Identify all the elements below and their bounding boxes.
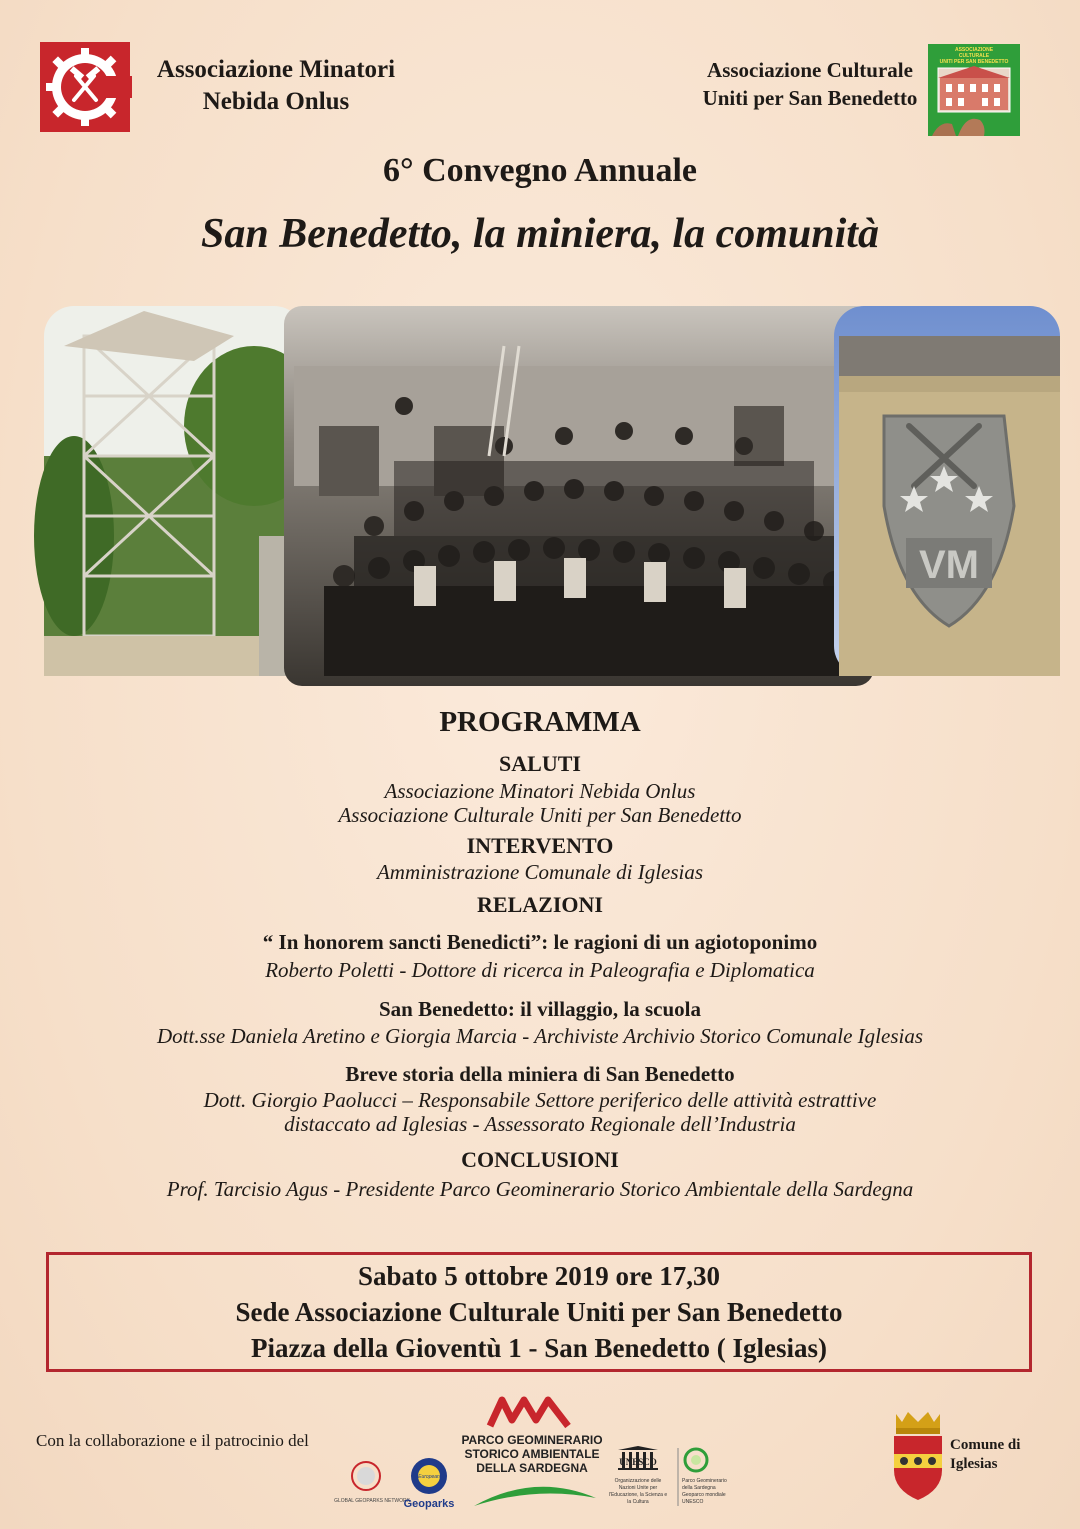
unesco-caption-4: la Cultura [627, 1499, 649, 1505]
emblem-letters: VM [919, 543, 979, 587]
logo-right-caption-2: CULTURALE [958, 53, 990, 59]
uniti-san-benedetto-logo [928, 44, 1020, 136]
unesco-caption-1: Organizzazione delle [614, 1478, 662, 1484]
talk1-speaker: Roberto Poletti - Dottore di ricerca in Paleografia e Diplomatica [265, 958, 815, 982]
ggn-label: GLOBAL GEOPARKS NETWORK [334, 1498, 410, 1504]
parco-swoosh [470, 1478, 600, 1512]
collaboration-text: Con la collaborazione e il patrocinio del [36, 1431, 309, 1450]
event-title: San Benedetto, la miniera, la comunità [201, 211, 879, 257]
parco-line-1: PARCO GEOMINERARIO [461, 1433, 603, 1447]
parco-caption-2: della Sardegna [682, 1485, 716, 1491]
saluti-heading: SALUTI [499, 751, 581, 776]
parco-line-2: STORICO AMBIENTALE [464, 1447, 600, 1461]
org-right-line1: Associazione Culturale [707, 58, 913, 82]
global-geoparks-network-logo [334, 1460, 410, 1506]
geoparco-mondiale-logo [676, 1446, 746, 1514]
conclusioni-heading: CONCLUSIONI [461, 1147, 619, 1172]
parco-geominerario-logo-mark [486, 1394, 572, 1430]
event-address: Piazza della Gioventù 1 - San Benedetto ( Iglesias) [251, 1333, 827, 1363]
minatori-nebida-logo [40, 42, 130, 132]
event-venue: Sede Associazione Culturale Uniti per San Benedetto [235, 1297, 843, 1327]
unesco-label: UNESCO [619, 1457, 657, 1467]
comune-line2: Iglesias [950, 1456, 998, 1472]
org-right-name [690, 56, 930, 112]
org-left-line2: Nebida Onlus [202, 88, 350, 115]
org-left-name [136, 54, 416, 118]
talk2-title: San Benedetto: il villaggio, la scuola [378, 997, 701, 1021]
comune-line1: Comune di [950, 1437, 1021, 1453]
intervento-line-1: Amministrazione Comunale di Iglesias [376, 860, 704, 884]
comune-iglesias-crest [890, 1410, 946, 1502]
parco-caption-4: UNESCO [682, 1499, 704, 1505]
unesco-logo [600, 1446, 678, 1514]
european-geoparks-logo [402, 1454, 456, 1512]
emblem-photo [834, 306, 1060, 676]
intervento-heading: INTERVENTO [466, 833, 614, 858]
edition-heading: 6° Convegno Annuale [382, 152, 697, 189]
event-date: Sabato 5 ottobre 2019 ore 17,30 [358, 1261, 720, 1291]
historic-group-photo [284, 306, 874, 686]
event-details-box [46, 1252, 1032, 1372]
geoparks-label: Geoparks [403, 1498, 455, 1510]
european-label: European [418, 1474, 440, 1480]
parco-caption-3: Geoparco mondiale [682, 1492, 726, 1498]
talk3-title: Breve storia della miniera di San Benedetto [345, 1062, 735, 1086]
unesco-caption-2: Nazioni Unite per [618, 1485, 658, 1491]
conclusioni-line-1: Prof. Tarcisio Agus - Presidente Parco Geominerario Storico Ambientale della Sardegna [166, 1177, 914, 1201]
talk3-speaker-1: Dott. Giorgio Paolucci – Responsabile Settore periferico delle attività estrattive [203, 1088, 877, 1112]
org-left-line1: Associazione Minatori [156, 56, 396, 83]
saluti-line-2: Associazione Culturale Uniti per San Benedetto [338, 803, 742, 827]
comune-iglesias-label [950, 1436, 1020, 1474]
logo-right-caption-3: UNITI PER SAN BENEDETTO [939, 59, 1009, 65]
headframe-photo [34, 306, 324, 676]
talk1-title: “ In honorem sancti Benedicti”: le ragioni di un agiotoponimo [262, 930, 818, 954]
talk2-speaker: Dott.sse Daniela Aretino e Giorgia Marcia - Archiviste Archivio Storico Comunale Iglesias [156, 1024, 924, 1048]
logo-right-caption-1: ASSOCIAZIONE [954, 47, 994, 53]
parco-caption-1: Parco Geominerario [682, 1478, 727, 1484]
relazioni-heading: RELAZIONI [477, 892, 603, 917]
photo-collage [44, 306, 1060, 686]
unesco-caption-3: l'Educazione, la Scienza e [608, 1492, 668, 1498]
programme-heading: PROGRAMMA [439, 706, 641, 738]
talk3-speaker-2: distaccato ad Iglesias - Assessorato Regionale dell’Industria [284, 1112, 796, 1136]
parco-line-3: DELLA SARDEGNA [476, 1461, 588, 1475]
saluti-line-1: Associazione Minatori Nebida Onlus [384, 779, 696, 803]
org-right-line2: Uniti per San Benedetto [702, 86, 918, 110]
